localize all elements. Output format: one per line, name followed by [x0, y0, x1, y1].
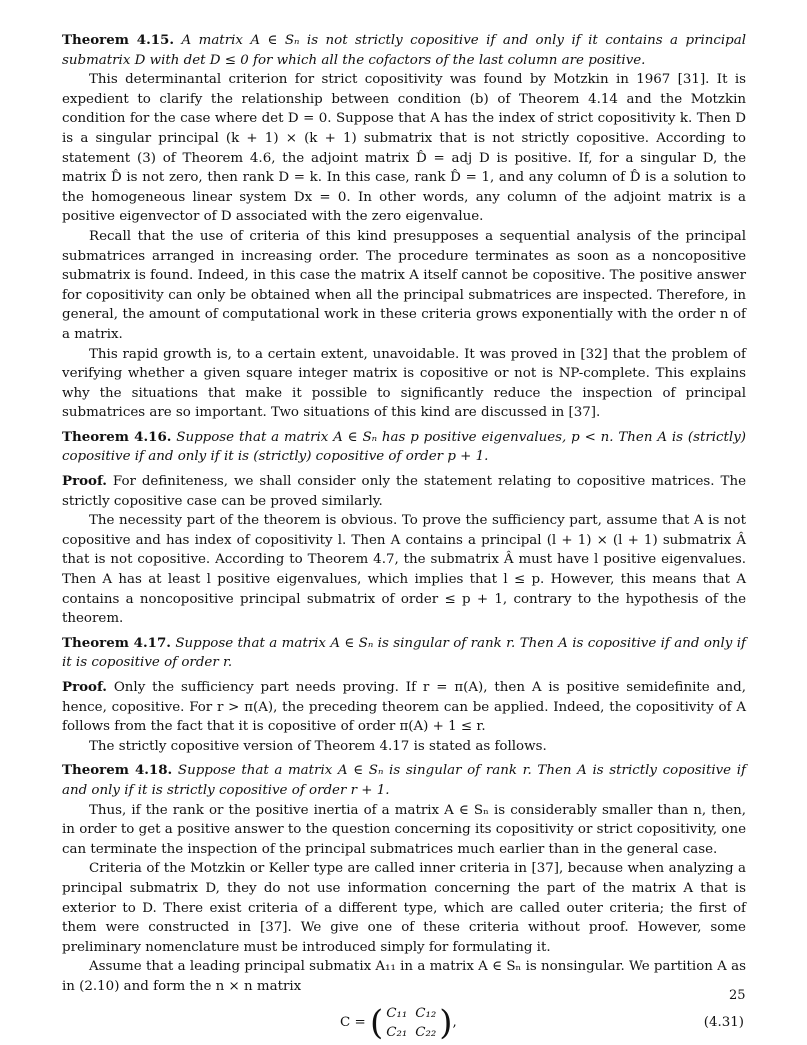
theorem-text: Suppose that a matrix A ∈ Sₙ is singular of rank r. Then A is strictly copositive if and only if it is strictly copositive of order r + 1. — [62, 763, 746, 798]
equation-body — [340, 1001, 457, 1045]
theorem-heading: Theorem 4.17. — [62, 634, 171, 651]
paragraph: Criteria of the Motzkin or Keller type are called inner criteria in [37], because when analyzing a principal submatrix D, they do not use information concerning the part of the matrix A that is exterior to D. There exist criteria of a different type, which are called outer criteria; the first of them were constructed in [37]. We give one of these criteria without proof. However, some preliminary nomenclature must be introduced simply for formulating it. — [62, 861, 746, 955]
theorem-heading: Theorem 4.15. — [62, 32, 175, 48]
proof-heading: Proof. — [62, 473, 107, 490]
paragraph: The necessity part of the theorem is obvious. To prove the sufficiency part, assume that A is not copositive and has index of copositivity l. Then A contains a principal (l + 1) × (l + 1) submatrix Â that is not copositive. According to Theorem 4.7, the submatrix Â must have l positive eigenvalues. Then A has at least l positive eigenvalues, which implies that l ≤ p. However, this means that A contains a noncopositive principal submatrix of order ≤ p + 1, contrary to the hypothesis of the theorem. — [62, 513, 746, 627]
paragraph: Thus, if the rank or the positive inertia of a matrix A ∈ Sₙ is considerably smaller than n, then, in order to get a positive answer to the question concerning its copositivity or strict copositivity, one can terminate the inspection of the principal submatrices much earlier than in the general case. — [62, 802, 746, 857]
matrix-entry-c12: C₁₂ — [415, 1005, 437, 1021]
paragraph: Assume that a leading principal submatix A₁₁ in a matrix A ∈ Sₙ is nonsingular. We partition A as in (2.10) and form the n × n matrix — [62, 959, 746, 994]
paragraph: This determinantal criterion for strict copositivity was found by Motzkin in 1967 [31]. It is expedient to clarify the relationship between condition (b) of Theorem 4.14 and the Motzkin condition for the case where det D = 0. Suppose that A has the index of strict copositivity k. Then D is a singular principal (k + 1) × (k + 1) submatrix that is not strictly copositive. According to statement (3) of Theorem 4.6, the adjoint matrix D̂ = adj D is positive. If, for a singular D, the matrix D̂ is not zero, then rank D = k. In this case, rank D̂ = 1, and any column of D̂ is a solution to the homogeneous linear system Dx = 0. In other words, any column of the adjoint matrix is a positive eigenvector of D associated with the zero eigenvalue. — [62, 72, 746, 225]
equation-4-31 — [62, 1001, 746, 1045]
theorem-heading: Theorem 4.16. — [62, 428, 172, 445]
theorem-4-16 — [62, 428, 746, 467]
equation-lhs: C = — [340, 1014, 366, 1030]
theorem-4-18 — [62, 761, 746, 800]
theorem-4-17 — [62, 634, 746, 673]
proof-heading: Proof. — [62, 679, 107, 695]
proof-text: Only the sufficiency part needs proving. If r = π(A), then A is positive semidefinite and, hence, copositive. For r > π(A), the preceding theorem can be applied. Indeed, the copositivity of A follows from the fact that it is copositive of order π(A) + 1 ≤ r. — [62, 680, 746, 735]
left-paren: ( — [370, 1002, 384, 1043]
theorem-text: Suppose that a matrix A ∈ Sₙ has p positive eigenvalues, p < n. Then A is (strictly) copositive if and only if it is (strictly) copositive of order p + 1. — [62, 429, 746, 465]
block-matrix — [386, 1004, 436, 1042]
theorem-heading: Theorem 4.18. — [62, 762, 173, 779]
matrix-entry-c11: C₁₁ — [386, 1005, 408, 1021]
right-paren: ) — [439, 1002, 453, 1043]
theorem-text: A matrix A ∈ Sₙ is not strictly copositive if and only if it contains a principal submatrix D with det D ≤ 0 for which all the cofactors of the last column are positive. — [62, 33, 746, 68]
equation-trail: , — [452, 1014, 457, 1030]
theorem-text: Suppose that a matrix A ∈ Sₙ is singular of rank r. Then A is copositive if and only if it is copositive of order r. — [62, 635, 746, 671]
paragraph: The strictly copositive version of Theorem 4.17 is stated as follows. — [89, 738, 547, 754]
proof — [62, 472, 746, 511]
matrix-entry-c22: C₂₂ — [415, 1024, 437, 1040]
theorem-4-15 — [62, 31, 746, 70]
matrix-entry-c21: C₂₁ — [386, 1024, 408, 1040]
proof-text: For definiteness, we shall consider only the statement relating to copositive matrices. The strictly copositive case can be proved similarly. — [62, 474, 746, 509]
paragraph: Recall that the use of criteria of this kind presupposes a sequential analysis of the principal submatrices arranged in increasing order. The procedure terminates as soon as a noncopositive submatrix is found. Indeed, in this case the matrix A itself cannot be copositive. The positive answer for copositivity can only be obtained when all the principal submatrices are inspected. Therefore, in general, the amount of computational work in these criteria grows exponentially with the order n of a matrix. — [62, 228, 746, 342]
paragraph: This rapid growth is, to a certain extent, unavoidable. It was proved in [32] that the problem of verifying whether a given square integer matrix is copositive or not is NP-complete. This explains why the situations that make it possible to significantly reduce the inspection of principal submatrices are so important. Two situations of this kind are discussed in [37]. — [62, 346, 746, 421]
page-body — [62, 26, 746, 1045]
proof — [62, 678, 746, 737]
page-number: 25 — [729, 988, 746, 1003]
equation-number: (4.31) — [703, 1014, 744, 1030]
